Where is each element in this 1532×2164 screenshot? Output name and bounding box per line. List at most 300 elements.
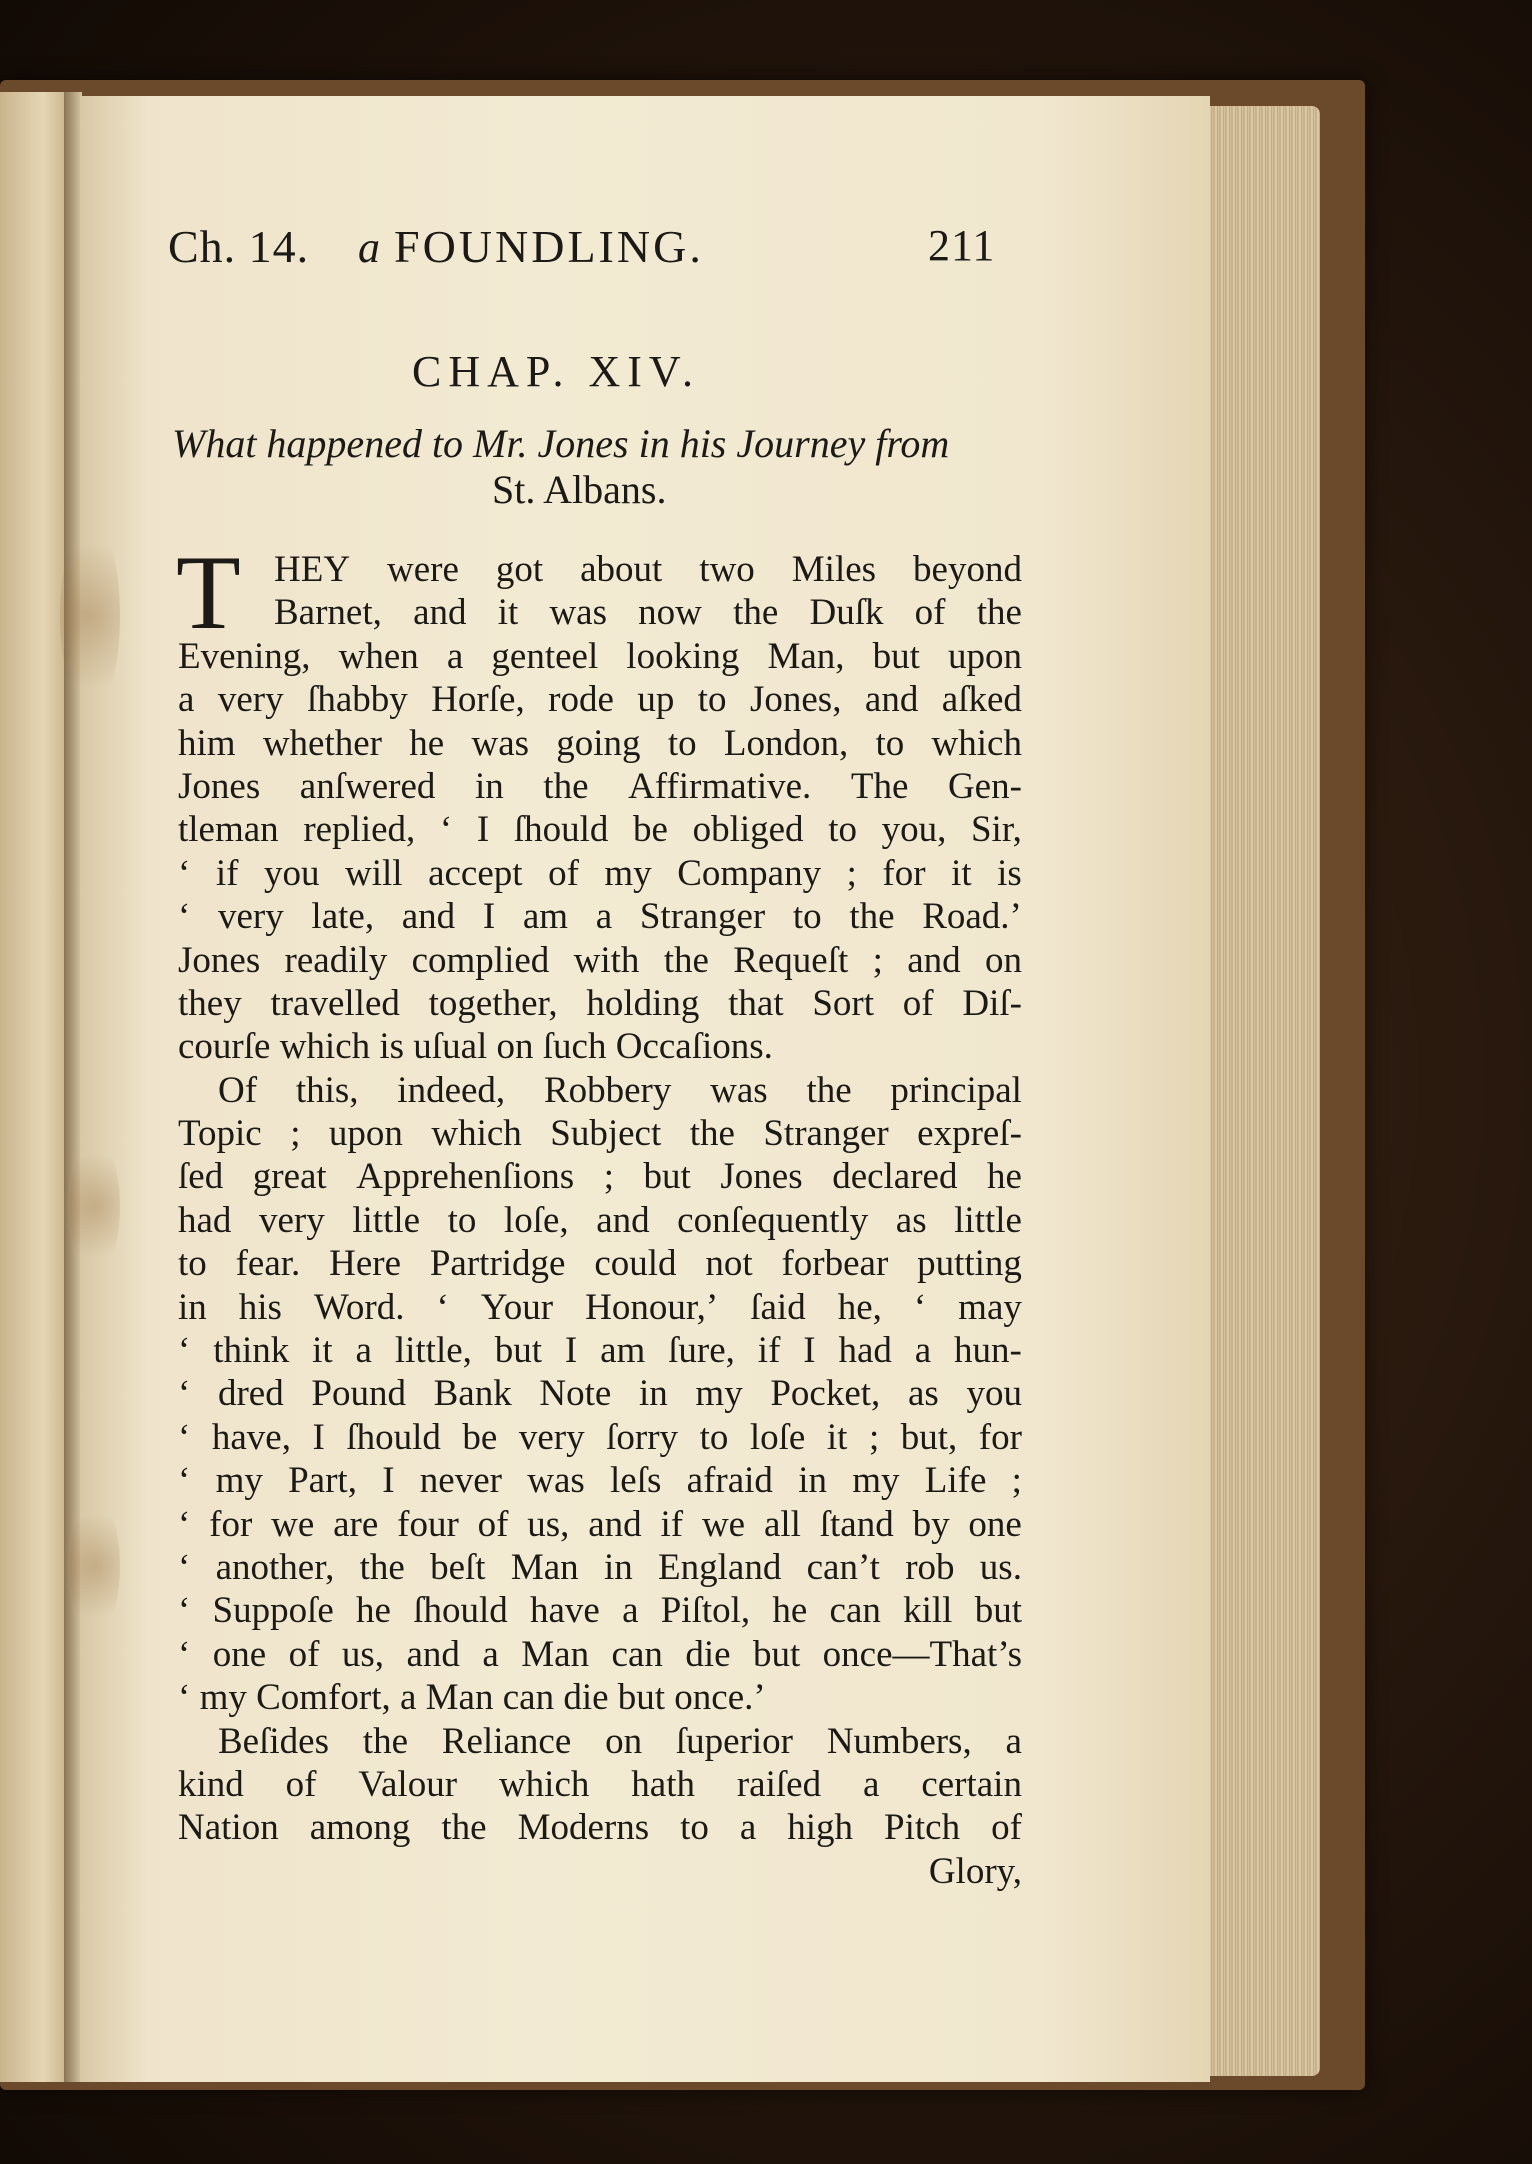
word: which — [498, 1763, 590, 1805]
word: Stranger — [639, 896, 766, 938]
word: very — [518, 1416, 585, 1458]
word: of — [288, 1633, 320, 1675]
text-line — [178, 1069, 1022, 1112]
word: ‘ — [439, 809, 453, 851]
page-block-edges — [1200, 106, 1320, 2076]
word: Piſtol, — [660, 1590, 751, 1632]
word: beſt — [430, 1546, 486, 1588]
word: of — [914, 592, 946, 634]
word: but — [494, 1330, 543, 1372]
word: was — [710, 1069, 768, 1111]
word: of — [285, 1763, 317, 1805]
word: a — [482, 1633, 499, 1675]
word: Robbery — [543, 1069, 672, 1111]
word: forbear — [781, 1243, 889, 1285]
text-line — [178, 635, 1022, 678]
text-line — [178, 852, 1022, 895]
word: certain — [921, 1763, 1022, 1805]
word: Gen- — [947, 765, 1022, 807]
word: a — [1005, 1720, 1022, 1762]
word: very — [258, 1199, 325, 1241]
word: I — [312, 1416, 325, 1458]
word: is — [997, 852, 1022, 894]
word: rode — [548, 679, 614, 721]
word: can’t — [806, 1546, 880, 1588]
word: could — [594, 1243, 677, 1285]
word: was — [471, 722, 530, 764]
word: Note — [539, 1373, 612, 1415]
text-line — [178, 1459, 1022, 1502]
word: be — [633, 809, 668, 851]
word: I — [803, 1330, 816, 1372]
word: ſtand — [819, 1503, 894, 1545]
word: we — [701, 1503, 746, 1545]
word: the — [733, 592, 779, 634]
word: Partridge — [429, 1243, 566, 1285]
word: had — [178, 1199, 232, 1241]
word: he — [409, 722, 445, 764]
word: accept — [428, 852, 523, 894]
text-line — [178, 1155, 1022, 1198]
word: have — [529, 1590, 600, 1632]
word: ſhould — [513, 809, 609, 851]
word: never — [419, 1460, 502, 1502]
text-line — [178, 1763, 1022, 1806]
word: tleman — [178, 809, 279, 851]
word: to — [667, 722, 697, 764]
word: very — [218, 896, 284, 938]
word: looking — [626, 635, 740, 677]
word: will — [344, 852, 403, 894]
word: with — [573, 939, 640, 981]
word: and — [596, 1199, 650, 1241]
word: it — [826, 1416, 848, 1458]
running-head-title — [358, 220, 704, 273]
word: the — [689, 1113, 735, 1155]
word: London, — [723, 722, 849, 764]
word: he — [987, 1156, 1022, 1198]
word: in — [474, 765, 504, 807]
text-line — [178, 1416, 1022, 1459]
text-line — [178, 1112, 1022, 1155]
word: on — [984, 939, 1022, 981]
word: Suppoſe — [212, 1590, 334, 1632]
word: for — [209, 1503, 253, 1545]
word: declared — [832, 1156, 958, 1198]
word: Reliance — [441, 1720, 572, 1762]
word: to — [447, 1199, 477, 1241]
word: four — [397, 1503, 459, 1545]
word: Apprehenſions — [356, 1156, 575, 1198]
word: that — [728, 982, 784, 1024]
word: was — [527, 1460, 585, 1502]
word: a — [446, 635, 464, 677]
running-head-chapter: Ch. 14. — [168, 221, 310, 272]
word: Life — [924, 1460, 987, 1502]
word: loſe, — [503, 1199, 569, 1241]
word: this, — [295, 1069, 359, 1111]
text-line — [178, 1199, 1022, 1242]
word: ; — [846, 852, 857, 894]
word: HEY — [274, 549, 351, 590]
word: going — [556, 722, 641, 764]
word: high — [787, 1807, 854, 1849]
word: a — [355, 1330, 372, 1372]
word: have, — [211, 1416, 291, 1458]
word: and — [406, 1633, 460, 1675]
word: conſequently — [677, 1199, 869, 1241]
text-line — [178, 1286, 1022, 1329]
word: Word. — [313, 1286, 405, 1328]
word: fear. — [235, 1243, 301, 1285]
word: are — [333, 1503, 379, 1545]
word: ſhabby — [307, 679, 408, 721]
word: to — [697, 679, 727, 721]
word: he, — [837, 1286, 882, 1328]
word: Jones — [720, 1156, 803, 1198]
word: if — [660, 1503, 684, 1545]
word: for — [882, 852, 926, 894]
word: I — [482, 896, 496, 938]
word: a — [739, 1807, 757, 1849]
word: had — [838, 1330, 892, 1372]
word: him — [178, 722, 236, 764]
word: may — [958, 1286, 1022, 1328]
word: indeed, — [397, 1069, 506, 1111]
word: Affirmative. — [628, 765, 812, 807]
word: holding — [586, 982, 700, 1024]
word: my — [604, 852, 652, 894]
word: Your — [480, 1286, 554, 1328]
word: the — [976, 592, 1022, 634]
word: Horſe, — [431, 679, 525, 721]
word: little — [954, 1199, 1022, 1241]
word: Here — [329, 1243, 402, 1285]
word: Man — [510, 1546, 579, 1588]
word: ‘ — [178, 1330, 191, 1372]
word: ‘ — [178, 852, 191, 894]
text-line — [178, 765, 1022, 808]
chapter-title-line-1: What happened to Mr. Jones in his Journey from — [172, 421, 950, 466]
text-line — [178, 1242, 1022, 1285]
word: to — [828, 809, 857, 851]
word: to — [178, 1243, 207, 1285]
word: ſed — [178, 1156, 224, 1198]
running-head-article: a — [358, 223, 380, 272]
chapter-title-line-2: St. Albans. — [492, 467, 667, 512]
word: but — [872, 635, 920, 677]
word: a — [862, 1763, 880, 1805]
word: ‘ — [178, 1590, 191, 1632]
word: to — [792, 896, 822, 938]
word: to — [875, 722, 905, 764]
word: I — [564, 1330, 578, 1372]
word: of — [477, 1503, 509, 1545]
word: I — [476, 809, 490, 851]
word: ; — [603, 1156, 614, 1198]
word: in — [178, 1286, 207, 1328]
word: ‘ — [178, 1546, 191, 1588]
chapter-number: CHAP. XIV. — [412, 347, 701, 396]
word: to — [699, 1416, 729, 1458]
word: dred — [217, 1373, 284, 1415]
word: ſaid — [750, 1286, 806, 1328]
word: Honour,’ — [585, 1286, 719, 1328]
text-line — [178, 895, 1022, 938]
word: the — [441, 1807, 487, 1849]
word: Jones — [178, 765, 261, 807]
word: can — [611, 1633, 663, 1675]
word: ſhould — [346, 1416, 441, 1458]
word: die — [685, 1633, 731, 1675]
word: together, — [428, 982, 558, 1024]
word: a — [178, 679, 195, 721]
word: were — [387, 549, 459, 590]
facing-page-edge — [0, 92, 72, 2082]
word: ‘ — [913, 1286, 927, 1328]
word: all — [763, 1503, 801, 1545]
word: the — [543, 765, 589, 807]
text-line — [178, 1806, 1022, 1849]
word: I — [382, 1460, 395, 1502]
word: upon — [328, 1113, 403, 1155]
text-line — [178, 1720, 1022, 1763]
word: expreſ- — [917, 1113, 1022, 1155]
word: whether — [262, 722, 382, 764]
word: beyond — [913, 549, 1022, 590]
word: obliged — [692, 809, 804, 851]
word: hun- — [954, 1330, 1022, 1372]
word: one — [968, 1503, 1022, 1545]
foxing-stain — [70, 1496, 120, 1636]
word: if — [215, 852, 239, 894]
word: principal — [890, 1069, 1022, 1111]
word: Valour — [358, 1763, 458, 1805]
word: Stranger — [763, 1113, 889, 1155]
word: ſorry — [606, 1416, 679, 1458]
body-text — [176, 534, 1022, 1893]
word: England — [658, 1546, 782, 1588]
word: am — [600, 1330, 646, 1372]
word: upon — [947, 635, 1022, 677]
word: can — [829, 1590, 881, 1632]
word: ſhould — [413, 1590, 508, 1632]
word: another, — [215, 1546, 335, 1588]
word: rob — [905, 1546, 955, 1588]
word: ‘ — [178, 1416, 191, 1458]
word: got — [495, 549, 544, 590]
word: Miles — [791, 549, 877, 590]
word: Subject — [550, 1113, 662, 1155]
word: and — [864, 679, 919, 721]
word: and — [907, 939, 961, 981]
word: Requeſt — [733, 939, 849, 981]
word: but — [643, 1156, 691, 1198]
word: but — [974, 1590, 1022, 1632]
word: ‘ — [178, 1460, 191, 1502]
drop-cap: T — [176, 534, 241, 651]
word: Pocket, — [770, 1373, 881, 1415]
word: replied, — [303, 809, 416, 851]
foxing-stain — [70, 1136, 120, 1276]
word: us, — [341, 1633, 385, 1675]
word: he — [356, 1590, 391, 1632]
word: a — [914, 1330, 932, 1372]
word: they — [178, 982, 242, 1024]
word: Topic — [178, 1113, 262, 1155]
word: when — [338, 635, 419, 677]
word: his — [238, 1286, 282, 1328]
word: very — [217, 679, 284, 721]
word: ; — [872, 939, 883, 981]
word: it — [951, 852, 972, 894]
word: my — [215, 1460, 263, 1502]
word: us. — [979, 1546, 1022, 1588]
catchword: Glory, — [928, 1850, 1022, 1892]
word: ‘ — [178, 1633, 191, 1675]
word: you — [263, 852, 320, 894]
word: of — [991, 1807, 1022, 1849]
word: ‘ — [436, 1286, 449, 1328]
text-line — [178, 1546, 1022, 1589]
word: was — [549, 592, 607, 634]
page-number: 211 — [928, 221, 996, 270]
word: travelled — [270, 982, 400, 1024]
text-line — [178, 939, 1022, 982]
word: ; — [868, 1416, 880, 1458]
word: The — [850, 765, 909, 807]
word: Man, — [767, 635, 845, 677]
word: the — [806, 1069, 852, 1111]
word: in — [638, 1373, 668, 1415]
word: Of — [218, 1069, 258, 1111]
word: readily — [284, 939, 388, 981]
word: great — [252, 1156, 327, 1198]
word: my — [695, 1373, 743, 1415]
word: a — [595, 896, 613, 938]
text-line — [178, 1329, 1022, 1372]
word: we — [271, 1503, 315, 1545]
word: Sort — [812, 982, 875, 1024]
word: kind — [178, 1763, 244, 1805]
word: Duſk — [809, 592, 884, 634]
word: it — [312, 1330, 333, 1372]
word: and — [401, 896, 456, 938]
word: loſe — [749, 1416, 806, 1458]
word: two — [699, 549, 755, 590]
word: on — [605, 1720, 643, 1762]
word: about — [580, 549, 663, 590]
word: Moderns — [517, 1807, 650, 1849]
word: Jones, — [749, 679, 842, 721]
word: be — [462, 1416, 498, 1458]
word: as — [907, 1373, 939, 1415]
word: Beſides — [218, 1720, 329, 1762]
text-line — [178, 722, 1022, 765]
word: one — [212, 1633, 267, 1675]
word: up — [637, 679, 675, 721]
text-line: ‘ my Comfort, a Man can die but once.’ — [178, 1677, 766, 1719]
word: Diſ- — [962, 982, 1022, 1024]
word: you — [966, 1373, 1022, 1415]
word: ‘ — [178, 1503, 191, 1545]
text-line — [178, 982, 1022, 1025]
word: among — [309, 1807, 411, 1849]
word: Evening, — [178, 635, 311, 677]
word: complied — [411, 939, 550, 981]
word: anſwered — [299, 765, 436, 807]
word: ; — [290, 1113, 301, 1155]
word: Barnet, — [274, 592, 382, 634]
word: Numbers, — [826, 1720, 972, 1762]
word: Man — [521, 1633, 590, 1675]
word: which — [931, 722, 1022, 764]
word: us, — [527, 1503, 570, 1545]
word: Nation — [178, 1807, 279, 1849]
word: the — [362, 1720, 408, 1762]
word: and — [413, 592, 467, 634]
word: which — [431, 1113, 522, 1155]
word: am — [522, 896, 569, 938]
word: now — [638, 592, 702, 634]
word: once—That’s — [822, 1633, 1022, 1675]
word: for — [978, 1416, 1022, 1458]
word: Company — [677, 852, 822, 894]
text-line — [178, 591, 1022, 634]
word: Road.’ — [922, 896, 1022, 938]
word: it — [497, 592, 519, 634]
foxing-stain — [60, 516, 120, 716]
word: to — [680, 1807, 709, 1849]
word: Jones — [178, 939, 261, 981]
word: hath — [631, 1763, 695, 1805]
text-line — [178, 1633, 1022, 1676]
word: ; — [1011, 1460, 1022, 1502]
word: ‘ — [178, 1373, 191, 1415]
word: late, — [311, 896, 375, 938]
word: you, — [881, 809, 947, 851]
running-head-word: FOUNDLING. — [394, 221, 704, 272]
word: and — [588, 1503, 642, 1545]
word: little — [352, 1199, 421, 1241]
word: leſs — [610, 1460, 662, 1502]
word: by — [912, 1503, 950, 1545]
word: the — [663, 939, 709, 981]
word: in — [798, 1460, 827, 1502]
word: not — [705, 1243, 753, 1285]
word: ſuperior — [675, 1720, 793, 1762]
word: if — [757, 1330, 781, 1372]
word: my — [852, 1460, 900, 1502]
word: but, — [900, 1416, 958, 1458]
word: but — [752, 1633, 801, 1675]
text-line — [178, 1589, 1022, 1632]
word: a — [622, 1590, 639, 1632]
word: think — [213, 1330, 290, 1372]
word: of — [548, 852, 579, 894]
word: aſked — [941, 679, 1022, 721]
text-line — [178, 678, 1022, 721]
word: raiſed — [736, 1763, 822, 1805]
text-line — [178, 548, 1022, 591]
text-line — [178, 808, 1022, 851]
word: in — [603, 1546, 633, 1588]
word: the — [359, 1546, 405, 1588]
word: ‘ — [178, 896, 191, 938]
word: Pitch — [884, 1807, 961, 1849]
word: ſure, — [668, 1330, 735, 1372]
word: he — [772, 1590, 808, 1632]
